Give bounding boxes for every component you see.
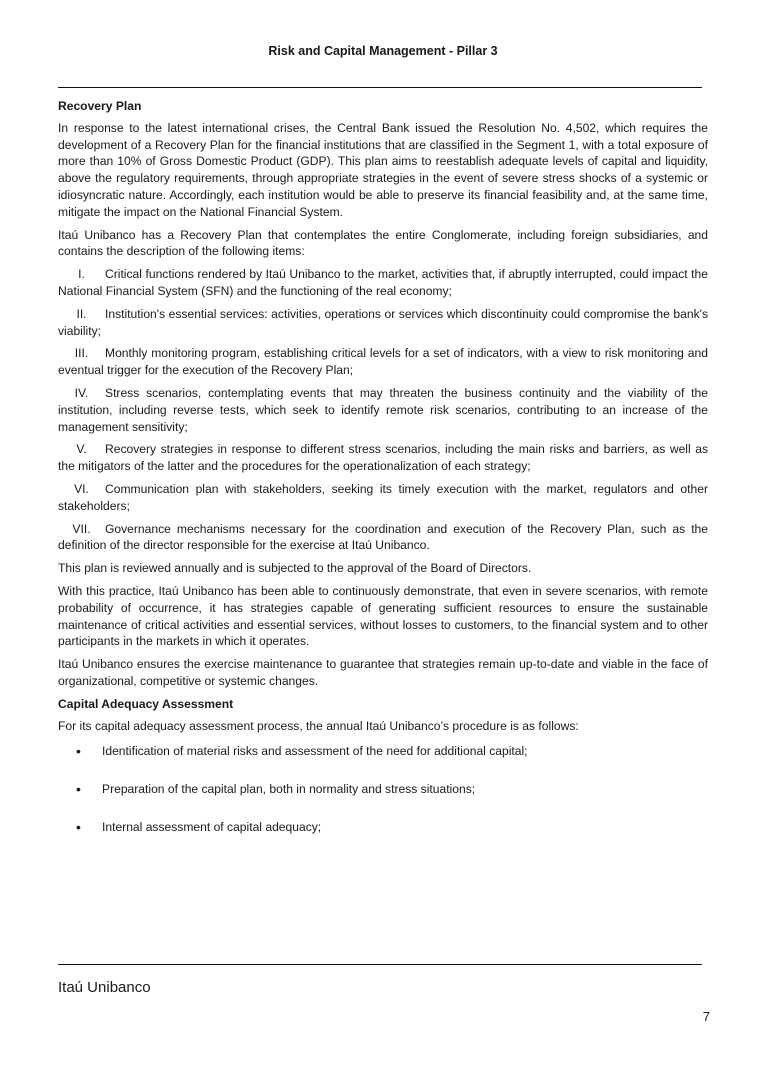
- item-text: Governance mechanisms necessary for the coordination and execution of the Recovery Plan, such as the definition of the director responsible for the exercise at Itaú Unibanco.: [58, 521, 708, 553]
- item-number: VI.: [74, 481, 89, 496]
- list-item: [58, 385, 708, 435]
- footer-divider: [58, 964, 702, 965]
- paragraph: With this practice, Itaú Unibanco has been able to continuously demonstrate, that even in severe scenarios, with remote probability of occurrence, it has strategies capable of generating sufficient resources to ensure the sustainable maintenance of critical activities and essential services, without losses to customers, to the financial system and to other participants in the markets in which it operates.: [58, 583, 708, 649]
- list-item: [58, 441, 708, 475]
- section-heading-recovery-plan: Recovery Plan: [58, 99, 142, 113]
- bullet-text: Identification of material risks and assessment of the need for additional capital;: [102, 744, 528, 759]
- item-text: Communication plan with stakeholders, seeking its timely execution with the market, regulators and other stakeholders;: [58, 481, 708, 513]
- list-item: [58, 345, 708, 379]
- item-number: V.: [76, 442, 87, 457]
- bullet-item: [58, 819, 708, 836]
- item-text: Institution's essential services: activities, operations or services which discontinuity could compromise the bank's viability;: [58, 306, 708, 338]
- item-number: I.: [78, 267, 85, 282]
- item-number: II.: [76, 306, 87, 321]
- paragraph: Itaú Unibanco ensures the exercise maintenance to guarantee that strategies remain up-to-date and viable in the face of organizational, competitive or systemic changes.: [58, 657, 708, 688]
- item-text: Recovery strategies in response to different stress scenarios, including the main risks and barriers, as well as the mitigators of the latter and the procedures for the operationalization of each strategy;: [58, 442, 708, 474]
- bullet-dot-icon: •: [76, 781, 81, 798]
- header-divider: [58, 87, 702, 88]
- item-number: IV.: [74, 385, 89, 400]
- paragraph: In response to the latest international crises, the Central Bank issued the Resolution No. 4,502, which requires the development of a Recovery Plan for the financial institutions that are classified in the Segment 1, with a total exposure of more than 10% of Gross Domestic Product (GDP). This plan aims to reestablish adequate levels of capital and liquidity, above the regulatory requirements, through appropriate strategies in the event of severe stress shocks of a systemic or idiosyncratic nature. Accordingly, each institution would be able to preserve its financial feasibility and, at the same time, mitigate the impact on the National Financial System.: [58, 120, 708, 219]
- item-number: III.: [74, 346, 89, 361]
- bullet-item: [58, 781, 708, 798]
- paragraph: This plan is reviewed annually and is subjected to the approval of the Board of Directors.: [58, 561, 532, 576]
- bullet-item: [58, 743, 708, 760]
- bullet-list: [58, 743, 708, 835]
- item-text: Stress scenarios, contemplating events that may threaten the business continuity and the viability of the institution, including reverse tests, which seek to identify remote risk scenarios, contributing to an increase of the management sensitivity;: [58, 385, 708, 434]
- item-number: VII.: [72, 521, 91, 536]
- page-number: 7: [702, 1009, 710, 1024]
- paragraph: For its capital adequacy assessment process, the annual Itaú Unibanco’s procedure is as follows:: [58, 718, 579, 733]
- item-text: Critical functions rendered by Itaú Unibanco to the market, activities that, if abruptly interrupted, could impact the National Financial System (SFN) and the functioning of the real economy;: [58, 267, 708, 298]
- list-item: [58, 266, 708, 300]
- bullet-text: Preparation of the capital plan, both in normality and stress situations;: [102, 782, 476, 797]
- section-heading-capital-adequacy: Capital Adequacy Assessment: [58, 696, 234, 711]
- item-text: Monthly monitoring program, establishing critical levels for a set of indicators, with a view to risk monitoring and eventual trigger for the execution of the Recovery Plan;: [58, 346, 708, 378]
- bullet-dot-icon: •: [76, 818, 81, 835]
- list-item: [58, 481, 708, 515]
- list-item: [58, 306, 708, 340]
- bullet-dot-icon: •: [76, 743, 81, 760]
- bullet-text: Internal assessment of capital adequacy;: [102, 819, 322, 834]
- paragraph: Itaú Unibanco has a Recovery Plan that contemplates the entire Conglomerate, including foreign subsidiaries, and contains the description of the following items:: [58, 227, 708, 259]
- page-header-title: Risk and Capital Management - Pillar 3: [268, 44, 498, 58]
- footer-brand: Itaú Unibanco: [58, 979, 151, 996]
- list-item: [58, 521, 708, 555]
- document-body: [58, 98, 708, 857]
